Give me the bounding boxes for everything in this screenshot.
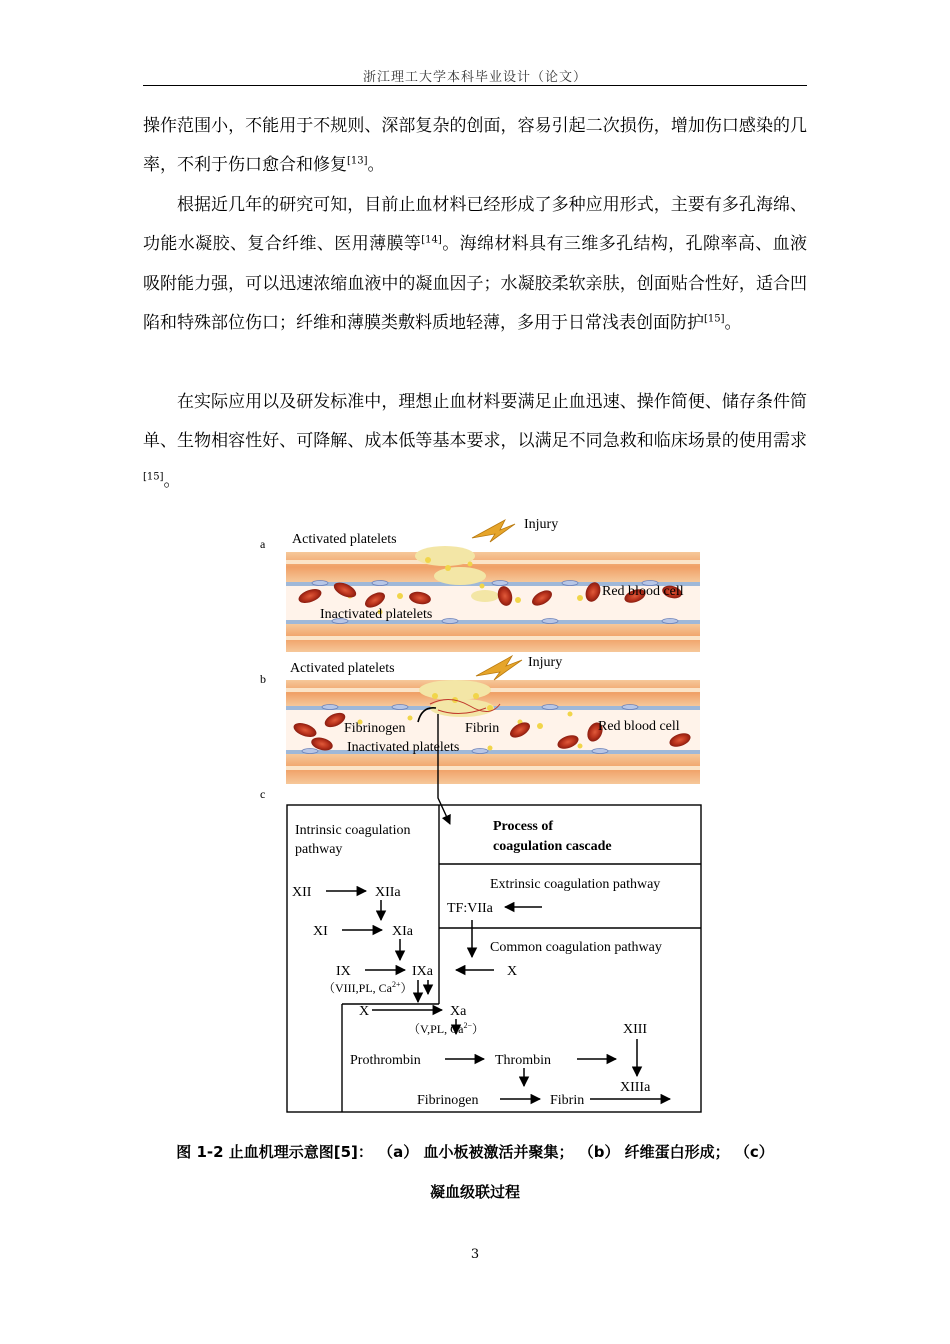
panel-b-fibrinogen-label: Fibrinogen [344, 721, 406, 736]
panel-b-rbc-label: Red blood cell [598, 719, 680, 734]
fibrinogen-label: Fibrinogen [417, 1093, 479, 1108]
factor-xa: Xa [450, 1004, 467, 1019]
factor-x-right: X [507, 964, 518, 979]
process-label-1: Process of [493, 819, 553, 834]
paragraph-3-tail: 。 [163, 470, 181, 491]
cofactor-v: （V,PL, $Ca^{2-}$） [408, 1021, 484, 1036]
hemostasis-figure [250, 508, 710, 1118]
paragraph-2-tail: 。 [724, 313, 742, 334]
citation-15b: [15] [143, 471, 164, 483]
cofactor-viii: （VIII,PL, $Ca^{2+}$） [323, 980, 413, 995]
paragraph-1-text: 操作范围小，不能用于不规则、深部复杂的创面，容易引起二次损伤，增加伤口感染的几率，不利于伤口愈合和修复 [143, 116, 807, 176]
factor-x-left: X [359, 1004, 370, 1019]
panel-b-activated-label: Activated platelets [290, 661, 395, 676]
panel-a-rbc-label: Red blood cell [602, 584, 684, 599]
figure-caption-line-2: 凝血级联过程 [429, 1183, 520, 1201]
factor-xii: XII [292, 885, 312, 900]
prothrombin-label: Prothrombin [350, 1053, 421, 1068]
paragraph-1-tail: 。 [367, 155, 385, 176]
paragraph-2 [143, 186, 807, 344]
panel-a-injury-label: Injury [524, 517, 559, 532]
factor-ix: IX [336, 964, 351, 979]
panel-c-letter: c [260, 787, 266, 801]
intrinsic-label-2: pathway [295, 842, 343, 857]
fibrin-label: Fibrin [550, 1093, 585, 1108]
intrinsic-label-1: Intrinsic coagulation [295, 823, 411, 838]
citation-13: [13] [347, 155, 368, 167]
factor-xi: XI [313, 924, 328, 939]
citation-14: [14] [421, 234, 442, 246]
factor-xiiia: XIIIa [620, 1080, 651, 1095]
panel-b-injury-label: Injury [528, 655, 563, 670]
thrombin-label: Thrombin [495, 1053, 551, 1068]
panel-b-letter: b [260, 672, 266, 686]
running-header: 浙江理工大学本科毕业设计（论文） [362, 70, 587, 85]
paragraph-3-text: 在实际应用以及研发标准中，理想止血材料要满足止血迅速、操作简便、储存条件简单、生物相容性好、可降解、成本低等基本要求，以满足不同急救和临床场景的使用需求 [143, 392, 807, 452]
tf-viia-label: TF:VIIa [447, 901, 493, 916]
factor-ixa: IXa [412, 964, 433, 979]
factor-xiii: XIII [623, 1022, 648, 1037]
extrinsic-label: Extrinsic coagulation pathway [490, 877, 661, 892]
paragraph-3 [143, 383, 807, 501]
common-pathway-label: Common coagulation pathway [490, 940, 662, 955]
paragraph-1 [143, 107, 807, 186]
factor-xiia: XIIa [375, 885, 401, 900]
panel-a-activated-label: Activated platelets [292, 532, 397, 547]
process-label-2: coagulation cascade [493, 839, 612, 854]
paragraph-2-text-1: 根据近几年的研究可知，目前止血材料已经形成了多种应用形式，主要有多孔海绵、功能水凝胶、复合纤维、医用薄膜等 [143, 195, 807, 255]
panel-b-inactivated-label: Inactivated platelets [347, 740, 460, 755]
paragraph-2-text-2: 。海绵材料具有三维多孔结构，孔隙率高、血液吸附能力强，可以迅速浓缩血液中的凝血因子；水凝胶柔软亲肤，创面贴合性好，适合凹陷和特殊部位伤口；纤维和薄膜类敷料质地轻薄，多用于日常浅表创面防护 [143, 234, 808, 334]
citation-15: [15] [704, 313, 725, 325]
panel-b-fibrin-label: Fibrin [465, 721, 500, 736]
factor-xia: XIa [392, 924, 413, 939]
panel-a-inactivated-label: Inactivated platelets [320, 607, 433, 622]
page-number: 3 [470, 1247, 480, 1262]
header-rule [143, 85, 807, 86]
figure-caption-line-1: 图 1-2 止血机理示意图[5]： （a） 血小板被激活并聚集； （b） 纤维蛋白形成； （c） [176, 1143, 774, 1161]
panel-a-letter: a [260, 537, 266, 551]
